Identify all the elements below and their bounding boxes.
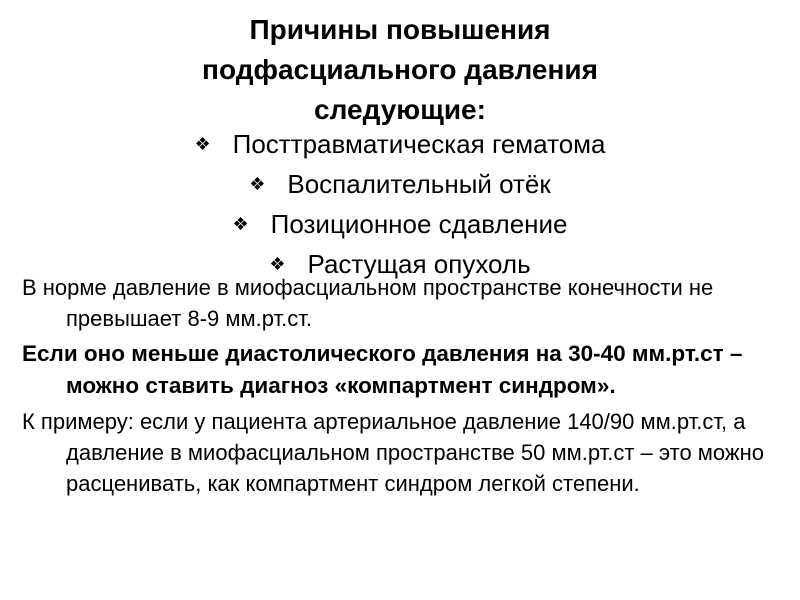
title-line: следующие: [314, 94, 486, 125]
diamond-bullet-icon: ❖ [249, 174, 266, 194]
example-paragraph: К примеру: если у пациента артериальное давление 140/90 мм.рт.ст, а давление в миофасциальном пространстве 50 мм.рт.ст – это можно расценивать, как компартмент синдром легкой степени. [22, 409, 765, 496]
diamond-bullet-icon: ❖ [232, 214, 249, 234]
list-item-text: Воспалительный отёк [287, 169, 551, 199]
list-item-text: Позиционное сдавление [270, 209, 568, 239]
diamond-bullet-icon: ❖ [194, 134, 211, 154]
list-item-text: Растущая опухоль [307, 249, 531, 279]
diagnosis-paragraph: Если оно меньше диастолического давления на 30-40 мм.рт.ст – можно ставить диагноз «компартмент синдром». [22, 341, 743, 398]
diamond-bullet-icon: ❖ [269, 254, 286, 274]
body-text [22, 272, 792, 499]
causes-list [0, 124, 800, 284]
list-item [0, 204, 800, 244]
list-item [0, 164, 800, 204]
title-line: подфасциального давления [202, 54, 598, 85]
normal-pressure-paragraph: В норме давление в миофасциальном пространстве конечности не превышает 8-9 мм.рт.ст. [22, 275, 714, 331]
slide-title [0, 10, 800, 130]
title-line: Причины повышения [249, 14, 551, 45]
list-item-text: Посттравматическая гематома [232, 129, 606, 159]
list-item [0, 124, 800, 164]
